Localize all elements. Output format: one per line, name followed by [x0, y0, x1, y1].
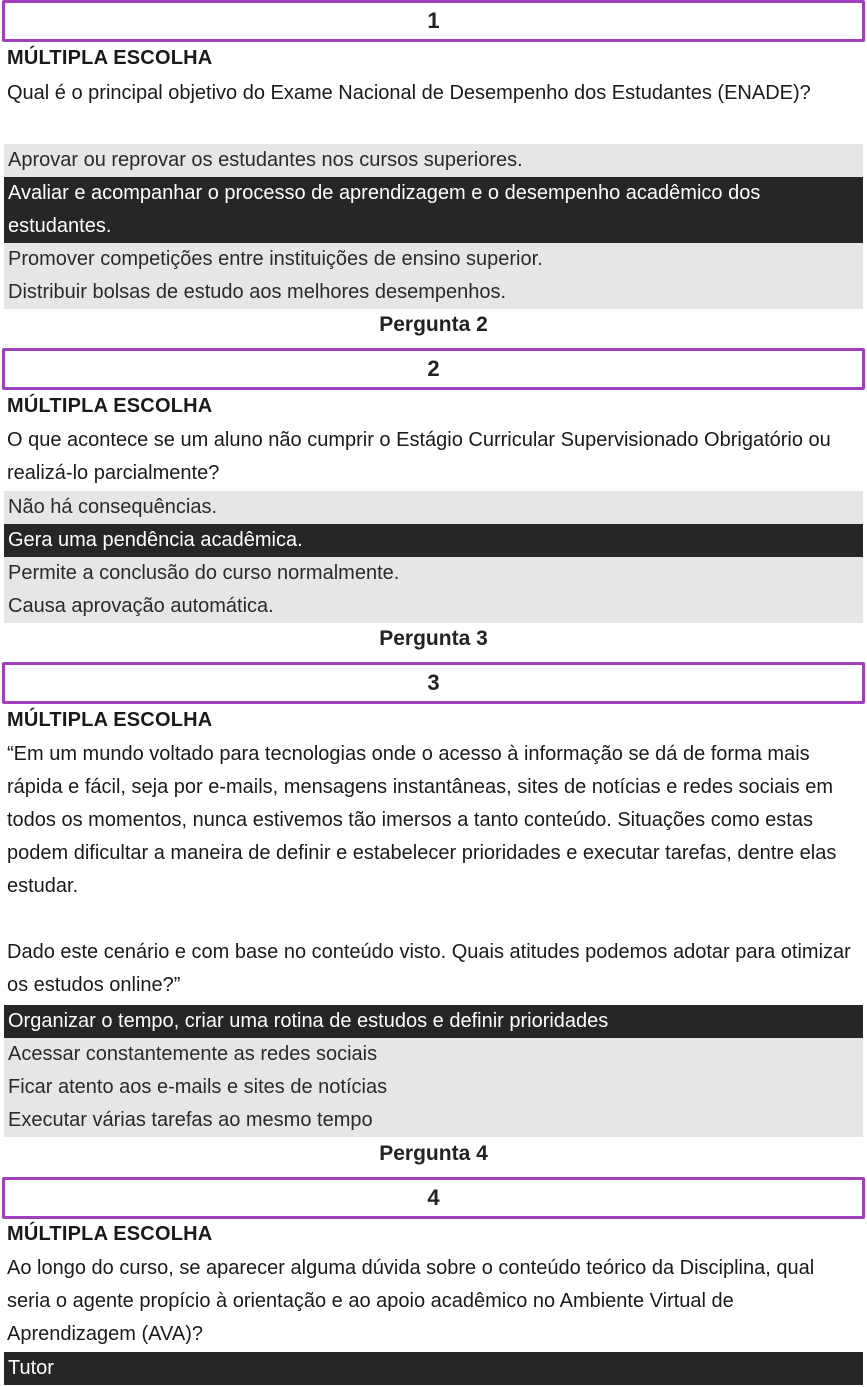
question-type-label: MÚLTIPLA ESCOLHA — [7, 709, 213, 731]
question-text: “Em um mundo voltado para tecnologias onde o acesso à informação se dá de forma mais rápida e fácil, seja por e-mails, mensagens instantâneas, sites de notícias e redes sociais em todos os momentos, nunca estivemos tão imersos a tanto conteúdo. Situações como estas podem dificultar a maneira de definir e estabelecer prioridades e executar tarefas, dentre elas estudar. Dado este cenário e com base no conteúdo visto. Quais atitudes podemos adotar para otimizar os estudos online?” — [7, 743, 851, 996]
question-heading: Pergunta 3 — [379, 627, 488, 650]
question-text: Qual é o principal objetivo do Exame Nacional de Desempenho dos Estudantes (ENADE)? — [7, 82, 811, 104]
answer-option[interactable]: Ficar atento aos e-mails e sites de notícias — [4, 1071, 863, 1104]
question-text: O que acontece se um aluno não cumprir o Estágio Curricular Supervisionado Obrigatório ou realizá-lo parcialmente? — [7, 429, 837, 484]
answer-option[interactable]: Permite a conclusão do curso normalmente. — [4, 557, 863, 590]
question-number-box: 3 — [2, 662, 865, 704]
answer-option[interactable]: Acessar constantemente as redes sociais — [4, 1038, 863, 1071]
question-text: Ao longo do curso, se aparecer alguma dúvida sobre o conteúdo teórico da Disciplina, qual seria o agente propício à orientação e ao apoio acadêmico no Ambiente Virtual de Aprendizagem (AVA)? — [7, 1257, 820, 1345]
question-heading: Pergunta 4 — [379, 1142, 488, 1165]
answer-option-selected[interactable]: Gera uma pendência acadêmica. — [4, 524, 863, 557]
question-number-box: 1 — [2, 0, 865, 42]
question-number-box: 2 — [2, 348, 865, 390]
answer-option-selected[interactable]: Avaliar e acompanhar o processo de aprendizagem e o desempenho acadêmico dos estudantes. — [4, 177, 863, 243]
answer-option[interactable]: Promover competições entre instituições de ensino superior. — [4, 243, 863, 276]
question-type-label: MÚLTIPLA ESCOLHA — [7, 1223, 213, 1245]
answer-option[interactable]: Distribuir bolsas de estudo aos melhores desempenhos. — [4, 276, 863, 309]
answer-option-selected[interactable]: Tutor — [4, 1352, 863, 1385]
question-type-label: MÚLTIPLA ESCOLHA — [7, 47, 213, 69]
answer-option[interactable]: Aprovar ou reprovar os estudantes nos cursos superiores. — [4, 144, 863, 177]
question-number-box: 4 — [2, 1177, 865, 1219]
answer-option[interactable]: Executar várias tarefas ao mesmo tempo — [4, 1104, 863, 1137]
answer-option-selected[interactable]: Organizar o tempo, criar uma rotina de estudos e definir prioridades — [4, 1005, 863, 1038]
question-type-label: MÚLTIPLA ESCOLHA — [7, 395, 213, 417]
answer-option[interactable]: Não há consequências. — [4, 491, 863, 524]
question-heading: Pergunta 2 — [379, 313, 488, 336]
answer-option[interactable]: Causa aprovação automática. — [4, 590, 863, 623]
